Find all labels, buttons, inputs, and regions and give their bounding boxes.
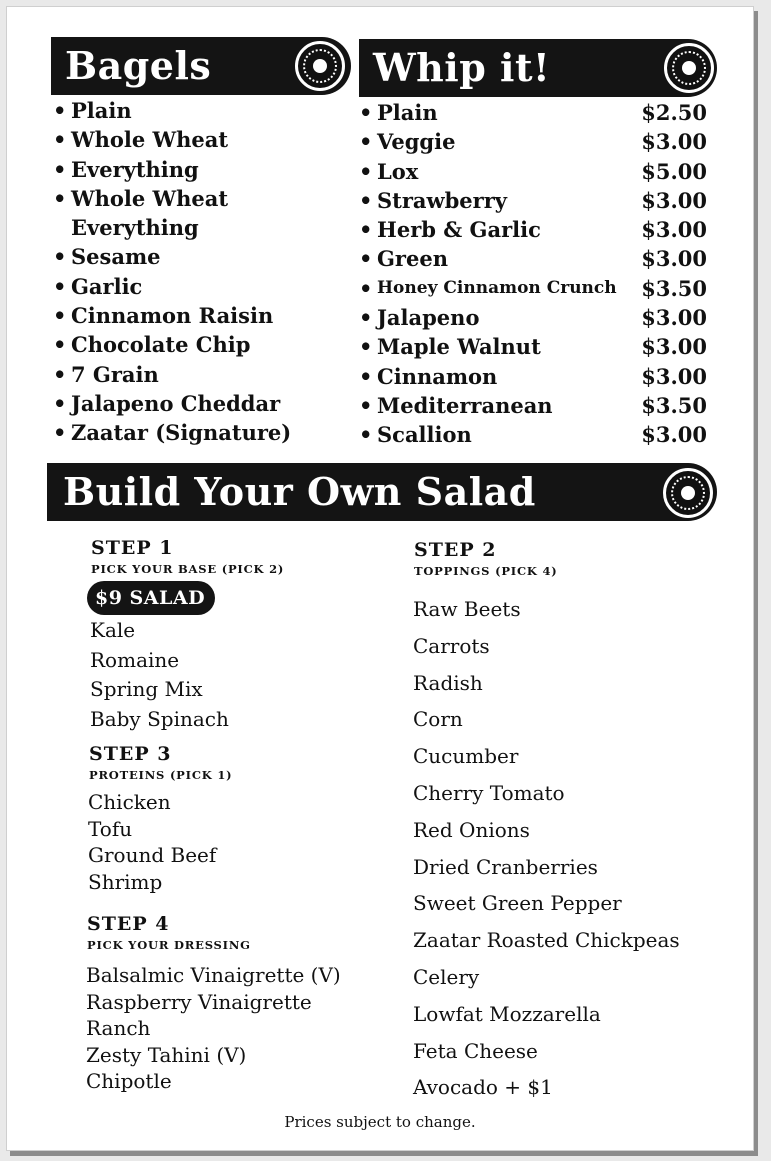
step1-subtitle: PICK YOUR BASE (PICK 2) [91, 562, 285, 576]
list-item: • Jalapeno $3.00 [359, 303, 707, 332]
bagels-title: Bagels [65, 43, 212, 88]
list-item: Cucumber [413, 744, 519, 769]
list-item: Ground Beef [88, 843, 217, 867]
list-item: • Maple Walnut $3.00 [359, 332, 707, 361]
salad-title: Build Your Own Salad [63, 469, 536, 514]
list-item: Lowfat Mozzarella [413, 1001, 601, 1026]
list-item: Balsalmic Vinaigrette (V) [86, 963, 341, 987]
list-item: • Veggie $3.00 [359, 127, 707, 156]
list-item: Chicken [88, 790, 171, 814]
list-item: Celery [413, 964, 480, 989]
list-item: Kale [90, 618, 136, 642]
list-item: • Scallion $3.00 [359, 420, 707, 449]
list-item: • Whole Wheat [53, 125, 343, 154]
whip-list [359, 98, 707, 450]
list-item: • Lox $5.00 [359, 157, 707, 186]
step4-list [86, 962, 341, 1095]
bagels-list [53, 96, 343, 448]
footer-note: Prices subject to change. [284, 1113, 476, 1131]
list-item: Red Onions [413, 817, 530, 842]
list-item: • Everything [53, 155, 343, 184]
list-item: Zaatar Roasted Chickpeas [413, 928, 680, 953]
list-item: • Cinnamon Raisin [53, 301, 343, 330]
list-item: Zesty Tahini (V) [86, 1042, 247, 1067]
step4-subtitle: PICK YOUR DRESSING [87, 938, 251, 952]
list-item: Shrimp [88, 869, 163, 894]
list-item: Cherry Tomato [413, 780, 565, 805]
list-item: • Mediterranean $3.50 [359, 391, 707, 420]
bagel-icon [664, 43, 714, 93]
whip-title: Whip it! [373, 45, 551, 90]
list-item: • Strawberry $3.00 [359, 186, 707, 215]
step2-list [413, 591, 680, 1106]
list-item: • Sesame [53, 242, 343, 271]
step1-list [90, 616, 229, 734]
step1-title: STEP 1 [91, 537, 174, 559]
list-item: • 7 Grain [53, 360, 343, 389]
step3-subtitle: PROTEINS (PICK 1) [89, 768, 233, 782]
list-item: Spring Mix [90, 677, 203, 701]
list-item: Raspberry Vinaigrette [86, 989, 312, 1014]
bagel-icon [663, 468, 713, 518]
list-item: Carrots [413, 633, 490, 658]
list-item: • Garlic [53, 272, 343, 301]
list-item: • Zaatar (Signature) [53, 418, 343, 447]
step4-title: STEP 4 [87, 913, 170, 935]
list-item: Raw Beets [413, 597, 521, 621]
list-item: • Whole Wheat Everything [53, 184, 343, 243]
list-item: Radish [413, 670, 483, 695]
list-item: Dried Cranberries [413, 854, 598, 879]
list-item: • Jalapeno Cheddar [53, 389, 343, 418]
list-item: Sweet Green Pepper [413, 891, 622, 916]
salad-banner [47, 463, 717, 521]
list-item: • Honey Cinnamon Crunch $3.50 [359, 274, 707, 303]
list-item: Romaine [90, 647, 180, 672]
list-item: Feta Cheese [413, 1038, 538, 1063]
list-item: • Chocolate Chip [53, 330, 343, 359]
step2-subtitle: TOPPINGS (PICK 4) [414, 564, 558, 578]
list-item: • Cinnamon $3.00 [359, 362, 707, 391]
salad-price-badge: $9 SALAD [87, 581, 215, 615]
step3-list [88, 789, 216, 895]
list-item: Baby Spinach [90, 706, 229, 731]
menu-page [6, 6, 754, 1151]
list-item: Chipotle [86, 1069, 172, 1093]
list-item: • Plain [53, 96, 343, 125]
list-item: • Herb & Garlic $3.00 [359, 215, 707, 244]
list-item: Corn [413, 707, 463, 732]
list-item: • Green $3.00 [359, 244, 707, 273]
step3-title: STEP 3 [89, 743, 172, 765]
list-item: Tofu [88, 816, 133, 841]
bagel-icon [295, 41, 345, 91]
list-item: • Plain $2.50 [359, 98, 707, 127]
step2-title: STEP 2 [414, 539, 497, 561]
list-item: Avocado + $1 [413, 1075, 553, 1100]
list-item: Ranch [86, 1016, 151, 1040]
